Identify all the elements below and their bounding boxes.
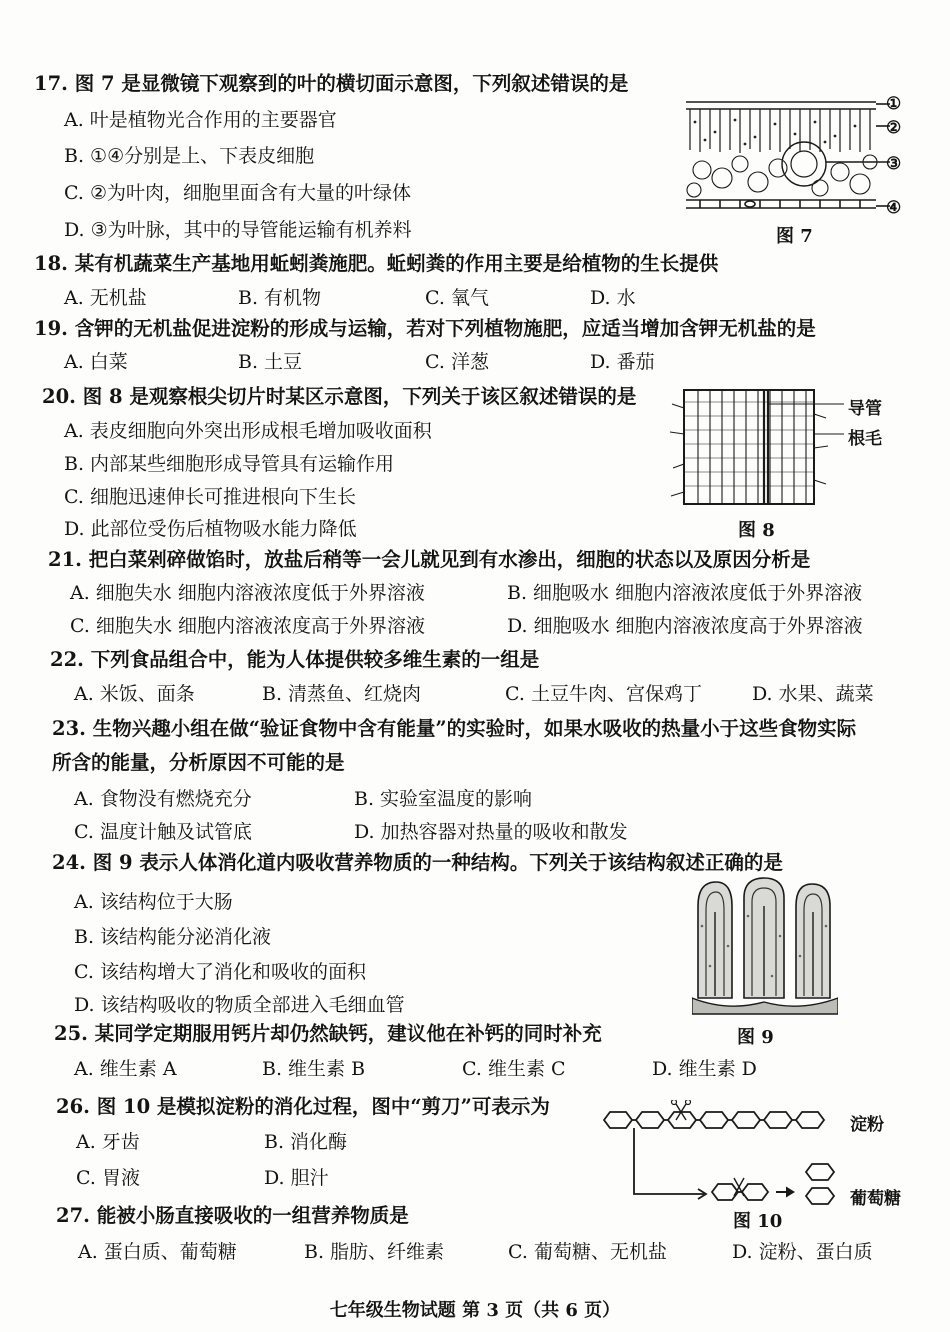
q19-stem: 19. 含钾的无机盐促进淀粉的形成与运输，若对下列植物施肥，应适当增加含钾无机盐的是 bbox=[34, 317, 816, 340]
fig7-label-3: ③ bbox=[886, 154, 902, 174]
q27-option-b: B. 脂肪、纤维素 bbox=[304, 1241, 445, 1263]
q24-option-d: D. 该结构吸收的物质全部进入毛细血管 bbox=[74, 994, 405, 1016]
q27-option-d: D. 淀粉、蛋白质 bbox=[732, 1241, 873, 1263]
q26-option-b: B. 消化酶 bbox=[264, 1131, 348, 1153]
q17-option-b: B. ①④分别是上、下表皮细胞 bbox=[64, 145, 315, 167]
q22-stem: 22. 下列食品组合中，能为人体提供较多维生素的一组是 bbox=[50, 648, 540, 671]
q20-stem: 20. 图 8 是观察根尖切片时某区示意图，下列关于该区叙述错误的是 bbox=[42, 385, 637, 408]
fig7-label-4: ④ bbox=[886, 198, 902, 218]
q25-option-b: B. 维生素 B bbox=[262, 1058, 366, 1080]
fig10-label-glucose: 葡萄糖 bbox=[850, 1189, 901, 1209]
q23-option-d: D. 加热容器对热量的吸收和散发 bbox=[354, 821, 628, 843]
q25-stem: 25. 某同学定期服用钙片却仍然缺钙，建议他在补钙的同时补充 bbox=[54, 1022, 602, 1045]
q21-option-d: D. 细胞吸水 细胞内溶液浓度高于外界溶液 bbox=[507, 615, 863, 637]
q23-stem-continued: 所含的能量，分析原因不可能的是 bbox=[52, 751, 345, 774]
q21-option-a: A. 细胞失水 细胞内溶液浓度低于外界溶液 bbox=[70, 582, 425, 604]
q20-option-d: D. 此部位受伤后植物吸水能力降低 bbox=[64, 518, 357, 540]
q18-option-b: B. 有机物 bbox=[238, 287, 322, 309]
q26-option-a: A. 牙齿 bbox=[76, 1131, 140, 1153]
q17-stem: 17. 图 7 是显微镜下观察到的叶的横切面示意图，下列叙述错误的是 bbox=[34, 72, 629, 95]
fig10-caption: 图 10 bbox=[733, 1211, 783, 1232]
fig7-leaf-cross-section bbox=[680, 92, 910, 224]
q20-option-a: A. 表皮细胞向外突出形成根毛增加吸收面积 bbox=[64, 420, 432, 442]
q27-option-c: C. 葡萄糖、无机盐 bbox=[508, 1241, 667, 1263]
q22-option-a: A. 米饭、面条 bbox=[74, 683, 195, 705]
q17-option-c: C. ②为叶肉，细胞里面含有大量的叶绿体 bbox=[64, 182, 411, 204]
q17-option-d: D. ③为叶脉，其中的导管能运输有机养料 bbox=[64, 219, 412, 241]
q20-option-b: B. 内部某些细胞形成导管具有运输作用 bbox=[64, 453, 395, 475]
page-footer: 七年级生物试题 第 3 页（共 6 页） bbox=[329, 1300, 621, 1321]
q24-option-b: B. 该结构能分泌消化液 bbox=[74, 926, 272, 948]
fig10-starch-digestion bbox=[600, 1100, 846, 1208]
q23-option-a: A. 食物没有燃烧充分 bbox=[74, 788, 252, 810]
q19-option-b: B. 土豆 bbox=[238, 351, 303, 373]
q21-option-b: B. 细胞吸水 细胞内溶液浓度低于外界溶液 bbox=[507, 582, 863, 604]
q25-option-d: D. 维生素 D bbox=[652, 1058, 757, 1080]
q26-stem: 26. 图 10 是模拟淀粉的消化过程，图中“剪刀”可表示为 bbox=[56, 1095, 550, 1118]
q21-option-c: C. 细胞失水 细胞内溶液浓度高于外界溶液 bbox=[70, 615, 425, 637]
fig9-caption: 图 9 bbox=[737, 1027, 774, 1048]
q23-option-b: B. 实验室温度的影响 bbox=[354, 788, 533, 810]
q19-option-a: A. 白菜 bbox=[64, 351, 128, 373]
fig8-caption: 图 8 bbox=[738, 520, 775, 541]
q18-option-d: D. 水 bbox=[590, 287, 636, 309]
q18-option-c: C. 氧气 bbox=[425, 287, 489, 309]
q19-option-c: C. 洋葱 bbox=[425, 351, 489, 373]
q24-option-a: A. 该结构位于大肠 bbox=[74, 891, 233, 913]
fig8-label-root-hair: 根毛 bbox=[848, 429, 882, 449]
q25-option-c: C. 维生素 C bbox=[462, 1058, 566, 1080]
q21-stem: 21. 把白菜剁碎做馅时，放盐后稍等一会儿就见到有水渗出，细胞的状态以及原因分析是 bbox=[48, 548, 811, 571]
q26-option-c: C. 胃液 bbox=[76, 1167, 140, 1189]
q20-option-c: C. 细胞迅速伸长可推进根向下生长 bbox=[64, 486, 356, 508]
fig7-label-1: ① bbox=[886, 94, 902, 114]
q24-option-c: C. 该结构增大了消化和吸收的面积 bbox=[74, 961, 366, 983]
q22-option-b: B. 清蒸鱼、红烧肉 bbox=[262, 683, 422, 705]
q18-stem: 18. 某有机蔬菜生产基地用蚯蚓粪施肥。蚯蚓粪的作用主要是给植物的生长提供 bbox=[34, 252, 719, 275]
q17-option-a: A. 叶是植物光合作用的主要器官 bbox=[64, 109, 337, 131]
fig9-intestinal-villi bbox=[692, 876, 838, 1016]
fig8-label-vessel: 导管 bbox=[848, 399, 882, 419]
q25-option-a: A. 维生素 A bbox=[74, 1058, 177, 1080]
q22-option-c: C. 土豆牛肉、宫保鸡丁 bbox=[505, 683, 702, 705]
q27-option-a: A. 蛋白质、葡萄糖 bbox=[78, 1241, 237, 1263]
q23-option-c: C. 温度计触及试管底 bbox=[74, 821, 252, 843]
fig7-label-2: ② bbox=[886, 118, 902, 138]
fig10-label-starch: 淀粉 bbox=[850, 1115, 884, 1135]
fig7-caption: 图 7 bbox=[776, 226, 813, 247]
q18-option-a: A. 无机盐 bbox=[64, 287, 147, 309]
q23-stem: 23. 生物兴趣小组在做“验证食物中含有能量”的实验时，如果水吸收的热量小于这些食物实际 bbox=[52, 717, 857, 740]
q27-stem: 27. 能被小肠直接吸收的一组营养物质是 bbox=[56, 1204, 409, 1227]
q26-option-d: D. 胆汁 bbox=[264, 1167, 329, 1189]
q24-stem: 24. 图 9 表示人体消化道内吸收营养物质的一种结构。下列关于该结构叙述正确的是 bbox=[52, 851, 783, 874]
q22-option-d: D. 水果、蔬菜 bbox=[752, 683, 874, 705]
fig8-root-hair-zone bbox=[668, 388, 848, 508]
q19-option-d: D. 番茄 bbox=[590, 351, 655, 373]
